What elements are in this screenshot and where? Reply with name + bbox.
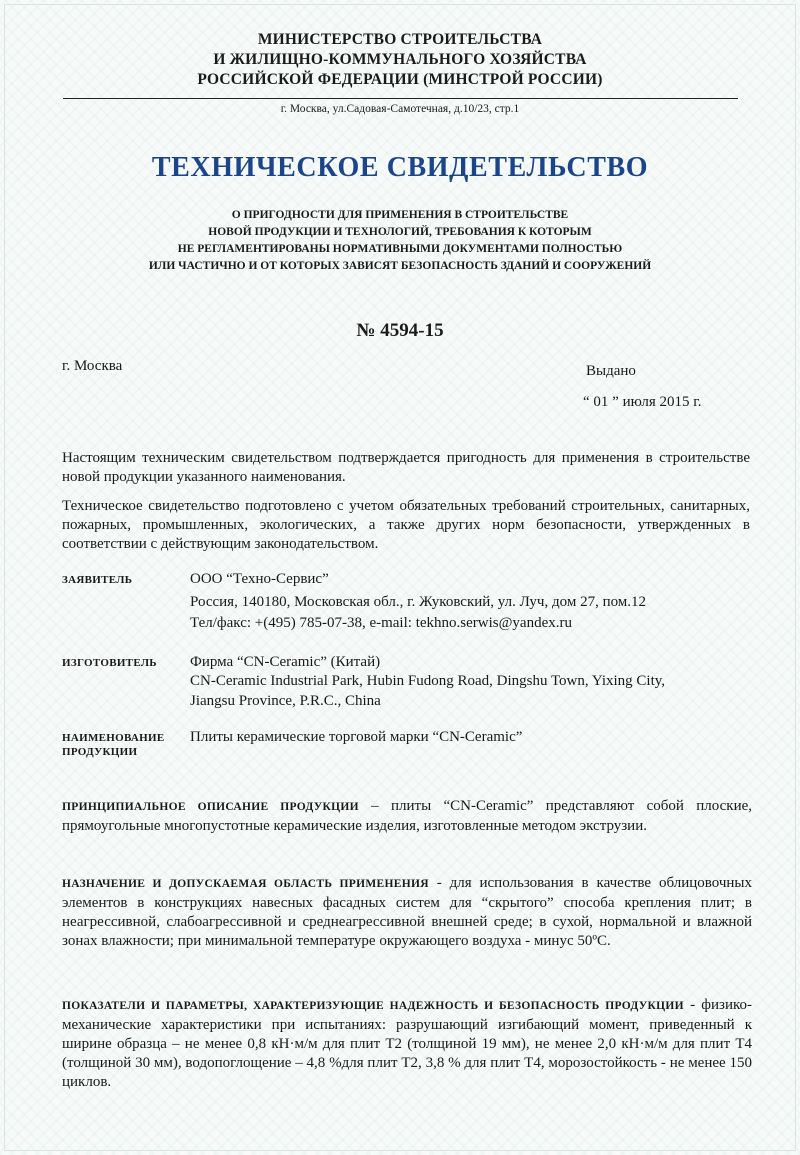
applicant-name: ООО “Техно-Сервис” [190, 571, 329, 587]
document-subtitle-line3: НЕ РЕГЛАМЕНТИРОВАНЫ НОРМАТИВНЫМИ ДОКУМЕНТАМИ ПОЛНОСТЬЮ [177, 243, 623, 255]
ministry-name-line3: РОССИЙСКОЙ ФЕДЕРАЦИИ (МИНСТРОЙ РОССИИ) [197, 71, 603, 88]
basis-paragraph: Техническое свидетельство подготовлено с учетом обязательных требований строительных, санитарных, пожарных, промышленных, экологических, а также других норм безопасности, утвержденных в соответствии с действующим законодательством. [62, 498, 750, 552]
issued-label: Выдано [586, 363, 636, 379]
applicant-contacts: Тел/факс: +(495) 785-07-38, e-mail: tekhno.serwis@yandex.ru [190, 615, 572, 631]
product-description-text: – плиты “CN-Ceramic” представляют собой плоские, прямоугольные многопустотные керамические изделия, изготовленные методом экструзии. [62, 798, 753, 834]
issue-date: “ 01 ” июля 2015 г. [583, 394, 702, 410]
manufacturer-address-line1: CN-Ceramic Industrial Park, Hubin Fudong Road, Dingshu Town, Yixing City, [190, 673, 666, 689]
document-subtitle-line4: ИЛИ ЧАСТИЧНО И ОТ КОТОРЫХ ЗАВИСЯТ БЕЗОПАСНОСТЬ ЗДАНИЙ И СООРУЖЕНИЙ [148, 260, 652, 272]
header-divider [63, 98, 738, 99]
ministry-name-line2: И ЖИЛИЩНО-КОММУНАЛЬНОГО ХОЗЯЙСТВА [213, 51, 587, 68]
application-scope-heading: НАЗНАЧЕНИЕ И ДОПУСКАЕМАЯ ОБЛАСТЬ ПРИМЕНЕНИЯ [62, 878, 429, 890]
ministry-address: г. Москва, ул.Садовая-Самотечная, д.10/23, стр.1 [280, 103, 520, 115]
document-title: ТЕХНИЧЕСКОЕ СВИДЕТЕЛЬСТВО [151, 152, 649, 183]
reliability-indicators-heading: ПОКАЗАТЕЛИ И ПАРАМЕТРЫ, ХАРАКТЕРИЗУЮЩИЕ НАДЕЖНОСТЬ И БЕЗОПАСНОСТЬ ПРОДУКЦИИ [62, 1000, 684, 1012]
product-description-heading: ПРИНЦИПИАЛЬНОЕ ОПИСАНИЕ ПРОДУКЦИИ [62, 801, 359, 813]
document-subtitle-line1: О ПРИГОДНОСТИ ДЛЯ ПРИМЕНЕНИЯ В СТРОИТЕЛЬСТВЕ [231, 209, 569, 221]
applicant-label: ЗАЯВИТЕЛЬ [62, 574, 133, 586]
intro-paragraph: Настоящим техническим свидетельством подтверждается пригодность для применения в строительстве новой продукции указанного наименования. [62, 450, 750, 485]
certificate-number: № 4594-15 [356, 320, 444, 341]
issue-place: г. Москва [62, 358, 123, 374]
reliability-indicators-text: - физико-механические характеристики при испытаниях: разрушающий изгибающий момент, приведенный к ширине образца – не менее 0,8 кН·м/м для плит Т2 (толщиной 19 мм), не менее 2,0 кН·м/м для плит Т4 (толщиной 30 мм), водопоглощение – 4,8 %для плит Т2, 3,8 % для плит Т4, морозостойкость - не менее 150 циклов. [62, 997, 752, 1090]
document-subtitle-line2: НОВОЙ ПРОДУКЦИИ И ТЕХНОЛОГИЙ, ТРЕБОВАНИЯ К КОТОРЫМ [208, 226, 592, 238]
applicant-address: Россия, 140180, Московская обл., г. Жуковский, ул. Луч, дом 27, пом.12 [190, 594, 647, 610]
ministry-name-line1: МИНИСТЕРСТВО СТРОИТЕЛЬСТВА [257, 31, 543, 48]
application-scope [62, 874, 752, 951]
product-label-line1: НАИМЕНОВАНИЕ [62, 732, 165, 744]
product-description [62, 797, 752, 836]
product-name: Плиты керамические торговой марки “CN-Ceramic” [190, 729, 523, 745]
manufacturer-name: Фирма “CN-Ceramic” (Китай) [190, 654, 381, 670]
reliability-indicators [62, 996, 752, 1092]
manufacturer-address-line2: Jiangsu Province, P.R.C., China [190, 693, 381, 709]
manufacturer-label: ИЗГОТОВИТЕЛЬ [62, 657, 157, 669]
product-label-line2: ПРОДУКЦИИ [62, 746, 138, 758]
application-scope-text: - для использования в качестве облицовочных элементов в конструкциях навесных фасадных систем для “скрытого” способа крепления плит; в неагрессивной, слабоагрессивной и среднеагрессивной внешней среде; в сухой, нормальной и влажной зонах влажности; при минимальной температуре окружающего воздуха - минус 50ºС. [62, 875, 752, 949]
